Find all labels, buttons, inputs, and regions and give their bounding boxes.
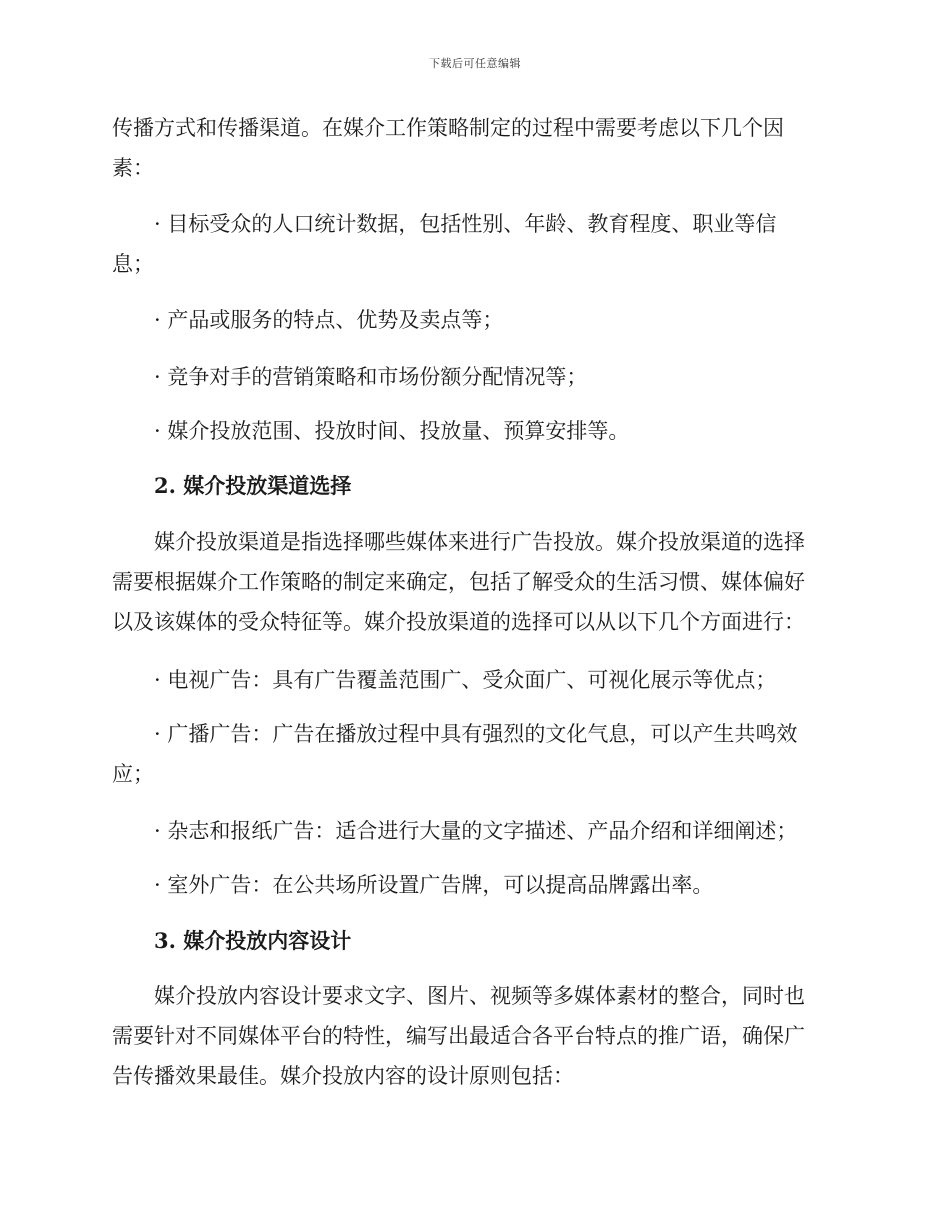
section-heading: 2. 媒介投放渠道选择 [154,473,352,498]
page-header: 下载后可任意编辑 [429,57,521,70]
paragraph-line: 需要根据媒介工作策略的制定来确定，包括了解受众的生活习惯、媒体偏好 [112,570,805,594]
bullet-item-continuation: 应； [112,762,154,786]
bullet-item: · 电视广告：具有广告覆盖范围广、受众面广、可视化展示等优点； [154,668,777,692]
bullet-item: · 竞争对手的营销策略和市场份额分配情况等； [154,365,588,389]
bullet-item: · 杂志和报纸广告：适合进行大量的文字描述、产品介绍和详细阐述； [154,819,798,843]
paragraph-line: 以及该媒体的受众特征等。媒介投放渠道的选择可以从以下几个方面进行： [112,610,805,634]
bullet-item: · 目标受众的人口统计数据，包括性别、年龄、教育程度、职业等信 [154,212,777,236]
paragraph-line: 告传播效果最佳。媒介投放内容的设计原则包括： [112,1064,574,1088]
paragraph-line: 素： [112,156,154,180]
paragraph-line: 媒介投放渠道是指选择哪些媒体来进行广告投放。媒介投放渠道的选择 [154,530,805,554]
bullet-item: · 媒介投放范围、投放时间、投放量、预算安排等。 [154,419,630,443]
bullet-item: · 产品或服务的特点、优势及卖点等； [154,308,504,332]
paragraph-line: 需要针对不同媒体平台的特性，编写出最适合各平台特点的推广语，确保广 [112,1024,805,1048]
bullet-item: · 室外广告：在公共场所设置广告牌，可以提高品牌露出率。 [154,873,714,897]
bullet-item-continuation: 息； [112,252,154,276]
bullet-item: · 广播广告：广告在播放过程中具有强烈的文化气息，可以产生共鸣效 [154,722,798,746]
section-heading: 3. 媒介投放内容设计 [154,928,352,953]
paragraph-line: 传播方式和传播渠道。在媒介工作策略制定的过程中需要考虑以下几个因 [112,116,784,140]
paragraph-line: 媒介投放内容设计要求文字、图片、视频等多媒体素材的整合，同时也 [154,984,805,1008]
